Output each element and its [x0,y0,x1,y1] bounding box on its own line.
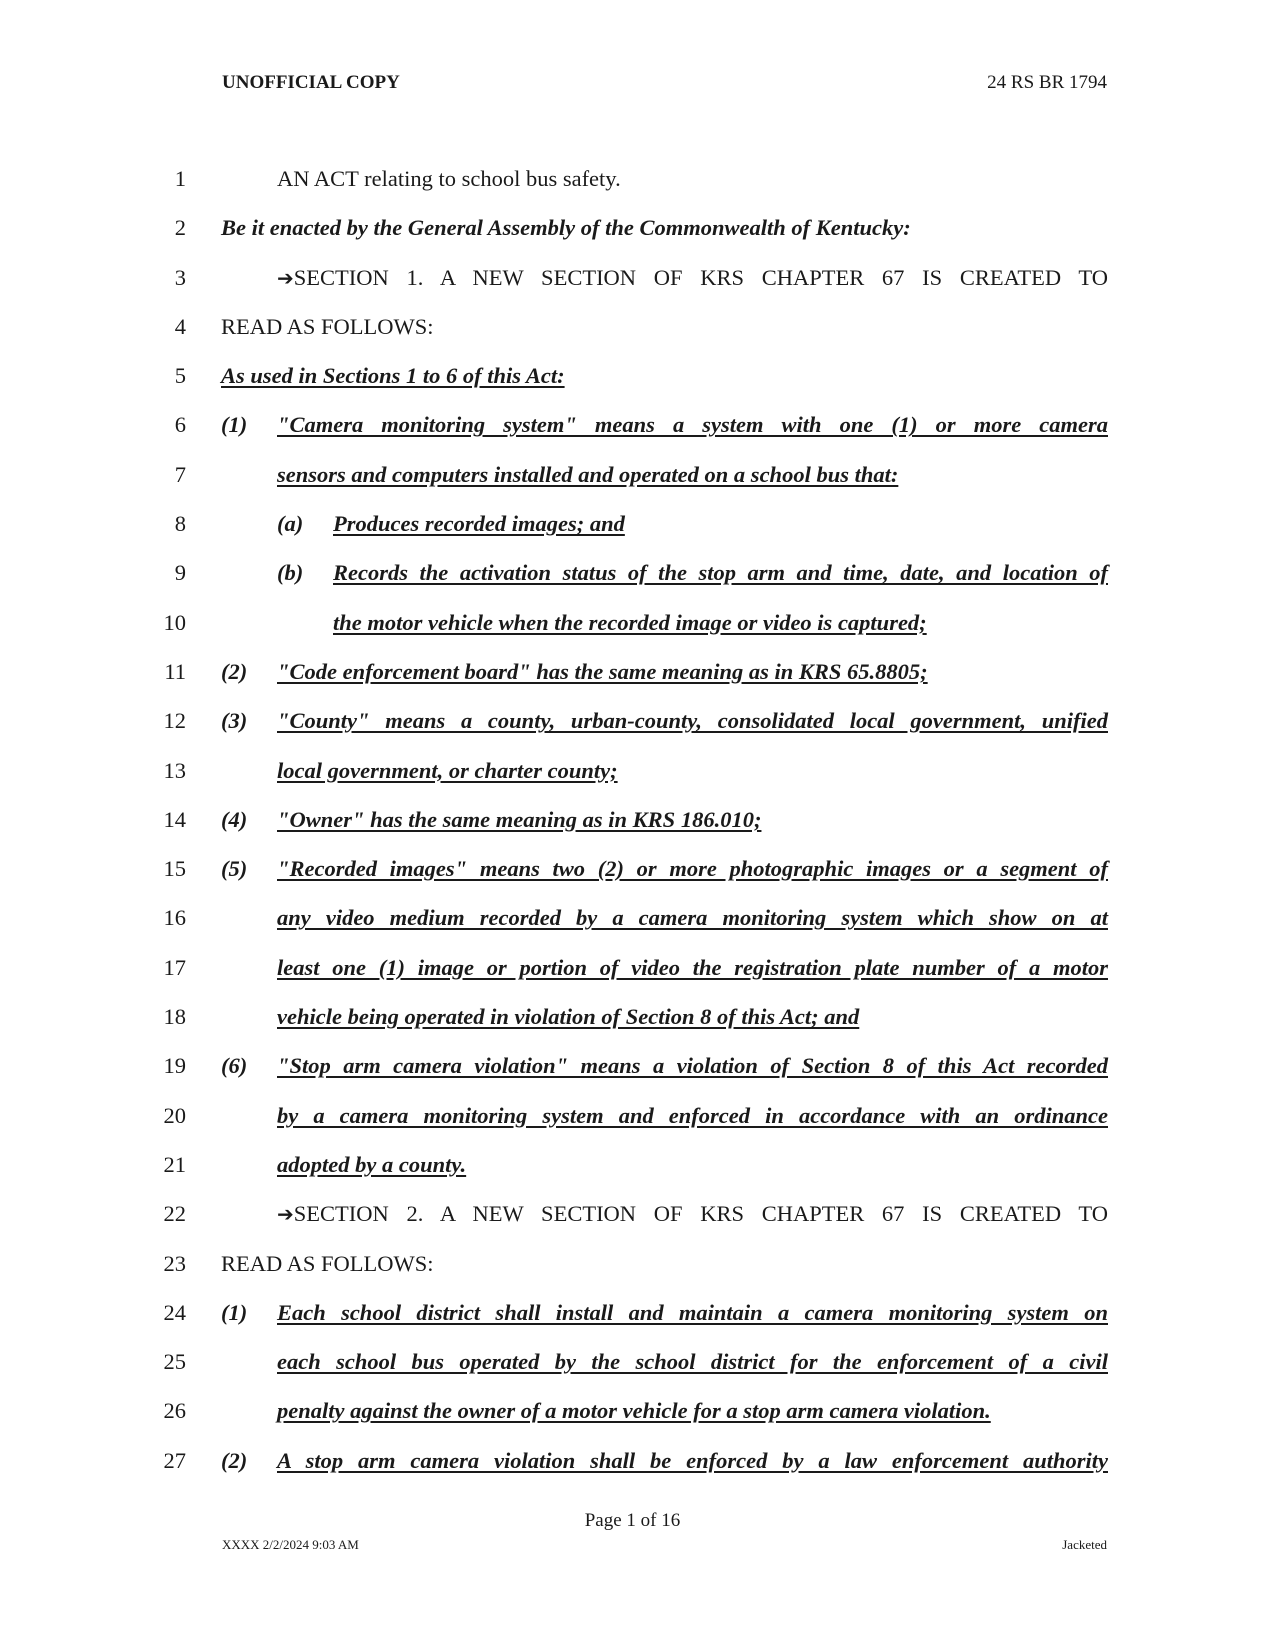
line-5 [0,355,1265,404]
line-number: 14 [163,806,186,832]
subsection-label: (4) [221,806,248,832]
paragraph [277,513,1108,536]
subsection-text: "Owner" has the same meaning as in KRS 186.010; [277,806,762,832]
section-heading [277,264,1108,290]
line-26 [0,1390,1265,1439]
subsection-cont: sensors and computers installed and operated on a school bus that: [277,461,899,487]
subsection-text: "Recorded images" means two (2) or more photographic images or a segment of [277,856,1108,882]
line-4 [0,306,1265,355]
paragraph [277,562,1108,585]
line-14 [0,799,1265,848]
header-bill-number: 24 RS BR 1794 [987,72,1107,93]
line-7 [0,454,1265,503]
line-22 [0,1193,1265,1242]
line-number: 19 [163,1053,186,1079]
section-heading-cont: READ AS FOLLOWS: [221,1250,434,1276]
subsection-cont: by a camera monitoring system and enforced in accordance with an ordinance [277,1102,1108,1128]
line-number: 4 [174,313,186,339]
footer-drafter-timestamp: XXXX 2/2/2024 9:03 AM [222,1537,359,1552]
subsection-cont: each school bus operated by the school district for the enforcement of a civil [277,1349,1108,1375]
line-number: 20 [163,1102,186,1128]
line-6 [0,404,1265,453]
line-20 [0,1095,1265,1144]
section-heading [277,1203,1108,1226]
line-number: 11 [164,658,186,684]
subsection-cont: vehicle being operated in violation of Section 8 of this Act; and [277,1004,860,1030]
line-17 [0,947,1265,996]
subsection-text: Each school district shall install and maintain a camera monitoring system on [277,1299,1108,1325]
line-23 [0,1243,1265,1292]
line-number: 7 [174,461,186,487]
line-number: 9 [174,560,186,586]
line-24 [0,1292,1265,1341]
subsection-label: (1) [221,1299,248,1325]
subsection-label: (6) [221,1053,248,1079]
subsection-cont: penalty against the owner of a motor vehicle for a stop arm camera violation. [277,1398,991,1424]
line-number: 25 [163,1349,186,1375]
definitions-intro: As used in Sections 1 to 6 of this Act: [221,363,565,389]
line-13 [0,750,1265,799]
paragraph-label: (b) [277,560,304,586]
page-number: Page 1 of 16 [584,1510,681,1531]
line-number: 26 [163,1398,186,1424]
line-number: 17 [163,954,186,980]
line-number: 3 [174,264,186,290]
line-number: 6 [174,412,186,438]
line-number: 10 [163,609,186,635]
line-10 [0,602,1265,651]
line-number: 13 [163,757,186,783]
line-number: 21 [163,1151,186,1177]
line-number: 1 [174,166,186,191]
subsection-label: (5) [221,856,248,882]
subsection-text: "County" means a county, urban-county, consolidated local government, unified [277,708,1108,734]
line-number: 23 [163,1250,186,1276]
line-12 [0,700,1265,749]
subsection [221,658,1108,684]
line-number: 24 [163,1299,186,1325]
enacting-clause: Be it enacted by the General Assembly of the Commonwealth of Kentucky: [221,215,911,241]
subsection-text: "Code enforcement board" has the same meaning as in KRS 65.8805; [277,658,928,684]
subsection-label: (2) [221,658,248,684]
subsection [221,1447,1108,1473]
subsection-label: (3) [221,708,248,734]
subsection-text: "Camera monitoring system" means a system with one (1) or more camera [277,412,1108,438]
subsection [221,710,1108,733]
subsection-cont: adopted by a county. [277,1151,467,1177]
line-9 [0,552,1265,601]
subsection [221,1299,1108,1325]
subsection [221,1055,1108,1078]
line-number: 27 [163,1447,186,1473]
line-16 [0,897,1265,946]
paragraph-label: (a) [277,511,304,537]
line-27 [0,1440,1265,1489]
section-heading-cont: READ AS FOLLOWS: [221,313,434,339]
subsection-label: (1) [221,412,248,438]
section-heading-text: SECTION 2. A NEW SECTION OF KRS CHAPTER 67 IS CREATED TO [293,1201,1108,1227]
subsection [221,858,1108,881]
line-25 [0,1341,1265,1390]
subsection [221,414,1108,437]
line-number: 16 [163,905,186,931]
subsection-label: (2) [221,1447,248,1473]
line-number: 8 [174,511,186,537]
line-21 [0,1144,1265,1193]
paragraph-text: Records the activation status of the stop arm and time, date, and location of [333,560,1108,586]
line-number: 5 [174,363,186,389]
line-number: 18 [163,1004,186,1030]
line-15 [0,848,1265,897]
subsection-cont: least one (1) image or portion of video the registration plate number of a motor [277,954,1108,980]
line-3 [0,257,1265,306]
line-number: 15 [163,856,186,882]
act-title: AN ACT relating to school bus safety. [277,166,621,191]
line-19 [0,1045,1265,1094]
line-2 [0,207,1265,256]
bill-text-body [0,158,1265,1489]
line-18 [0,996,1265,1045]
subsection-cont: local government, or charter county; [277,757,618,783]
subsection-cont: any video medium recorded by a camera monitoring system which show on at [277,905,1108,931]
footer-status: Jacketed [1062,1537,1107,1552]
header-unofficial-copy: UNOFFICIAL COPY [222,72,400,93]
subsection-text: A stop arm camera violation shall be enforced by a law enforcement authority [277,1447,1108,1473]
paragraph-cont: the motor vehicle when the recorded image or video is captured; [333,609,927,635]
line-number: 12 [163,708,186,734]
line-11 [0,651,1265,700]
arrow-right-icon: ➔ [277,265,294,290]
subsection-text: "Stop arm camera violation" means a violation of Section 8 of this Act recorded [277,1053,1108,1079]
subsection [221,806,1108,832]
line-number: 2 [174,215,186,241]
section-heading-text: SECTION 1. A NEW SECTION OF KRS CHAPTER 67 IS CREATED TO [293,264,1108,290]
line-number: 22 [163,1201,186,1227]
arrow-right-icon: ➔ [277,1202,294,1227]
line-1 [0,158,1265,207]
paragraph-text: Produces recorded images; and [333,511,625,537]
line-8 [0,503,1265,552]
